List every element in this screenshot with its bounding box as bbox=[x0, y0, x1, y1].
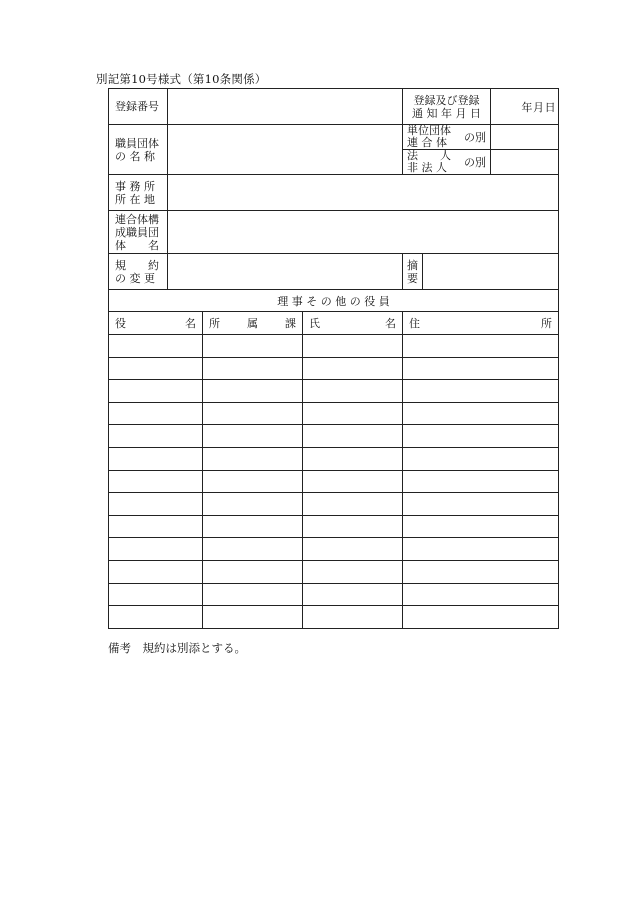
registration-date-field[interactable]: 年 月 日 bbox=[491, 89, 559, 125]
registration-date-label: 登録及び登録 通 知 年 月 日 bbox=[403, 89, 491, 125]
form-heading: 別記第10号様式（第10条関係） bbox=[96, 72, 267, 86]
officer-address-cell[interactable] bbox=[403, 425, 559, 448]
officer-role-cell[interactable] bbox=[109, 335, 203, 358]
officer-name-cell[interactable] bbox=[303, 560, 403, 583]
officer-row bbox=[109, 470, 559, 493]
remarks-note: 備考 規約は別添とする。 bbox=[108, 641, 246, 655]
officer-row bbox=[109, 515, 559, 538]
officer-role-cell[interactable] bbox=[109, 515, 203, 538]
officer-address-cell[interactable] bbox=[403, 538, 559, 561]
officer-name-cell[interactable] bbox=[303, 447, 403, 470]
office-address-field[interactable] bbox=[168, 175, 559, 211]
officer-department-cell[interactable] bbox=[203, 402, 303, 425]
organization-name-field[interactable] bbox=[168, 125, 403, 175]
rules-change-field[interactable] bbox=[168, 254, 403, 290]
officer-department-cell[interactable] bbox=[203, 357, 303, 380]
officer-role-cell[interactable] bbox=[109, 380, 203, 403]
officer-row bbox=[109, 425, 559, 448]
officer-address-cell[interactable] bbox=[403, 515, 559, 538]
officer-role-cell[interactable] bbox=[109, 493, 203, 516]
officer-row bbox=[109, 357, 559, 380]
officer-row bbox=[109, 493, 559, 516]
member-organizations-label: 連合体構 成職員団 体 名 bbox=[109, 211, 168, 254]
col-header-address: 住 所 bbox=[403, 312, 559, 335]
unit-type-field[interactable] bbox=[491, 125, 559, 150]
officer-address-cell[interactable] bbox=[403, 335, 559, 358]
officer-name-cell[interactable] bbox=[303, 380, 403, 403]
col-header-role: 役 名 bbox=[109, 312, 203, 335]
officer-department-cell[interactable] bbox=[203, 493, 303, 516]
office-address-label: 事 務 所 所 在 地 bbox=[109, 175, 168, 211]
officer-address-cell[interactable] bbox=[403, 583, 559, 606]
officer-row bbox=[109, 606, 559, 629]
registration-form-table bbox=[108, 88, 559, 629]
officer-address-cell[interactable] bbox=[403, 470, 559, 493]
officer-department-cell[interactable] bbox=[203, 335, 303, 358]
officer-address-cell[interactable] bbox=[403, 560, 559, 583]
officer-row bbox=[109, 447, 559, 470]
officer-rows bbox=[109, 335, 559, 629]
registration-number-field[interactable] bbox=[168, 89, 403, 125]
officer-name-cell[interactable] bbox=[303, 357, 403, 380]
officer-address-cell[interactable] bbox=[403, 493, 559, 516]
officers-section-title: 理 事 そ の 他 の 役 員 bbox=[109, 290, 559, 312]
officer-department-cell[interactable] bbox=[203, 515, 303, 538]
officer-row bbox=[109, 402, 559, 425]
officer-department-cell[interactable] bbox=[203, 560, 303, 583]
officer-row bbox=[109, 335, 559, 358]
officer-name-cell[interactable] bbox=[303, 425, 403, 448]
officer-name-cell[interactable] bbox=[303, 515, 403, 538]
remarks-field[interactable] bbox=[423, 254, 559, 290]
officer-address-cell[interactable] bbox=[403, 606, 559, 629]
col-header-name: 氏 名 bbox=[303, 312, 403, 335]
officer-role-cell[interactable] bbox=[109, 606, 203, 629]
officer-row bbox=[109, 538, 559, 561]
officer-role-cell[interactable] bbox=[109, 583, 203, 606]
rules-change-label: 規 約 の 変 更 bbox=[109, 254, 168, 290]
officer-department-cell[interactable] bbox=[203, 538, 303, 561]
officer-role-cell[interactable] bbox=[109, 447, 203, 470]
officer-name-cell[interactable] bbox=[303, 606, 403, 629]
member-organizations-field[interactable] bbox=[168, 211, 559, 254]
officer-name-cell[interactable] bbox=[303, 335, 403, 358]
officer-role-cell[interactable] bbox=[109, 470, 203, 493]
officer-role-cell[interactable] bbox=[109, 357, 203, 380]
officer-name-cell[interactable] bbox=[303, 402, 403, 425]
registration-number-label: 登録番号 bbox=[109, 89, 168, 125]
officer-name-cell[interactable] bbox=[303, 583, 403, 606]
unit-type-label: 単位団体 連 合 体 の別 bbox=[403, 125, 491, 150]
remarks-label: 摘 要 bbox=[403, 254, 423, 290]
officer-department-cell[interactable] bbox=[203, 380, 303, 403]
officer-name-cell[interactable] bbox=[303, 470, 403, 493]
officer-name-cell[interactable] bbox=[303, 538, 403, 561]
officer-address-cell[interactable] bbox=[403, 357, 559, 380]
officer-address-cell[interactable] bbox=[403, 402, 559, 425]
officer-department-cell[interactable] bbox=[203, 447, 303, 470]
officer-department-cell[interactable] bbox=[203, 583, 303, 606]
officer-name-cell[interactable] bbox=[303, 493, 403, 516]
officer-role-cell[interactable] bbox=[109, 402, 203, 425]
officer-role-cell[interactable] bbox=[109, 538, 203, 561]
officer-address-cell[interactable] bbox=[403, 380, 559, 403]
officer-role-cell[interactable] bbox=[109, 425, 203, 448]
officer-row bbox=[109, 380, 559, 403]
officer-row bbox=[109, 560, 559, 583]
officer-row bbox=[109, 583, 559, 606]
officer-address-cell[interactable] bbox=[403, 447, 559, 470]
col-header-department: 所 属 課 bbox=[203, 312, 303, 335]
corporation-type-field[interactable] bbox=[491, 150, 559, 175]
officer-department-cell[interactable] bbox=[203, 425, 303, 448]
corporation-type-label: 法 人 非 法 人 の別 bbox=[403, 150, 491, 175]
officer-role-cell[interactable] bbox=[109, 560, 203, 583]
organization-name-label: 職員団体 の 名 称 bbox=[109, 125, 168, 175]
officer-department-cell[interactable] bbox=[203, 606, 303, 629]
officer-department-cell[interactable] bbox=[203, 470, 303, 493]
